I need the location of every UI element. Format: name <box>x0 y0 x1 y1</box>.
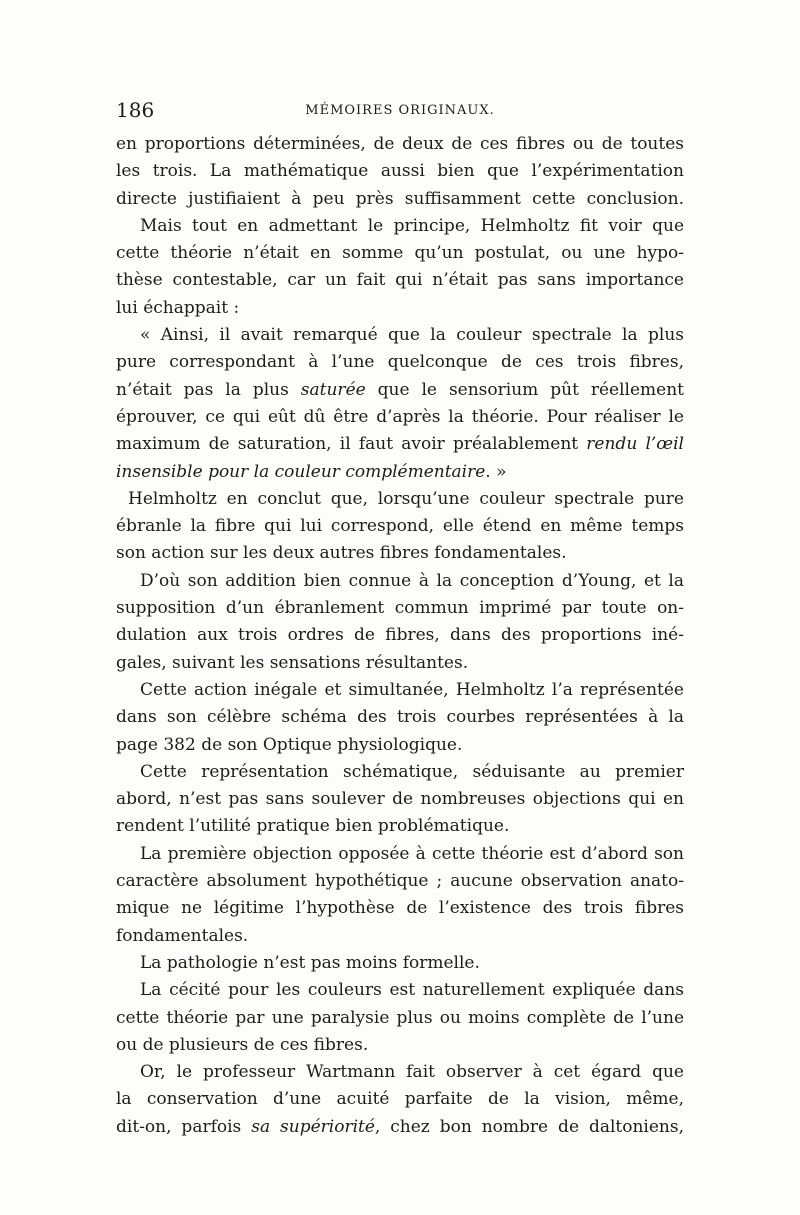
text-line <box>116 459 684 486</box>
italic-phrase: insensible pour la couleur complémentaire <box>116 461 486 482</box>
text-line: supposition d’un ébranlement commun imprimé par toute on- <box>116 598 684 619</box>
line-segment: n’était pas la plus <box>116 379 301 400</box>
text-line: Cette représentation schématique, séduisante au premier <box>140 761 684 782</box>
text-line: éprouver, ce qui eût dû être d’après la théorie. Pour réaliser le <box>116 406 684 427</box>
line-segment: dit-on, parfois <box>116 1116 252 1137</box>
text-line: son action sur les deux autres fibres fondamentales. <box>116 543 567 564</box>
body-text <box>116 131 684 1141</box>
line-segment: maximum de saturation, il faut avoir préalablement <box>116 434 587 455</box>
text-line: directe justifiaient à peu près suffisamment cette conclusion. <box>116 188 684 209</box>
line-segment: . » <box>485 461 507 482</box>
text-line: les trois. La mathématique aussi bien que l’expérimentation <box>116 161 684 182</box>
line-segment: , chez bon nombre de daltoniens, <box>374 1116 684 1137</box>
text-line: caractère absolument hypothétique ; aucune observation anato- <box>116 871 684 892</box>
text-line: Mais tout en admettant le principe, Helmholtz fit voir que <box>140 215 684 236</box>
text-line: gales, suivant les sensations résultantes. <box>116 652 469 673</box>
text-line <box>116 431 684 458</box>
text-line: cette théorie par une paralysie plus ou moins complète de l’une <box>116 1007 684 1028</box>
page-number: 186 <box>116 98 155 122</box>
line-segment: que le sensorium pût réellement <box>365 379 684 400</box>
text-line: cette théorie n’était en somme qu’un postulat, ou une hypo- <box>116 243 684 264</box>
text-line: « Ainsi, il avait remarqué que la couleur spectrale la plus <box>140 325 684 346</box>
text-line <box>116 377 684 404</box>
text-line: Helmholtz en conclut que, lorsqu’une couleur spectrale pure <box>128 488 684 509</box>
italic-phrase: rendu l’œil <box>586 434 684 455</box>
text-line: thèse contestable, car un fait qui n’était pas sans importance <box>116 270 684 291</box>
text-line: ébranle la fibre qui lui correspond, elle étend en même temps <box>116 516 684 537</box>
text-line: D’où son addition bien connue à la conception d’Young, et la <box>140 570 684 591</box>
text-line: La pathologie n’est pas moins formelle. <box>140 952 480 973</box>
italic-phrase: saturée <box>300 379 366 400</box>
text-line: Cette action inégale et simultanée, Helmholtz l’a représentée <box>140 679 684 700</box>
text-line: mique ne légitime l’hypothèse de l’existence des trois fibres <box>116 898 684 919</box>
text-line: lui échappait : <box>116 297 240 318</box>
running-head: MÉMOIRES ORIGINAUX. <box>305 103 495 118</box>
page-header <box>116 98 684 122</box>
text-line: dans son célèbre schéma des trois courbes représentées à la <box>116 707 684 728</box>
text-line: La cécité pour les couleurs est naturellement expliquée dans <box>140 980 684 1001</box>
text-line: Or, le professeur Wartmann fait observer à cet égard que <box>140 1062 684 1083</box>
text-line: La première objection opposée à cette théorie est d’abord son <box>140 843 684 864</box>
italic-phrase: sa supériorité <box>251 1116 375 1137</box>
text-line: pure correspondant à l’une quelconque de ces trois fibres, <box>116 352 684 373</box>
text-line <box>116 1114 684 1141</box>
text-line: dulation aux trois ordres de fibres, dans des proportions iné- <box>116 625 684 646</box>
text-line: page 382 de son Optique physiologique. <box>116 734 463 755</box>
text-line: la conservation d’une acuité parfaite de la vision, même, <box>116 1089 684 1110</box>
text-line: fondamentales. <box>116 925 249 946</box>
text-line: en proportions déterminées, de deux de ces fibres ou de toutes <box>116 134 684 154</box>
text-line: rendent l’utilité pratique bien problématique. <box>116 816 510 837</box>
text-line: abord, n’est pas sans soulever de nombreuses objections qui en <box>116 789 684 810</box>
text-line: ou de plusieurs de ces fibres. <box>116 1034 369 1055</box>
